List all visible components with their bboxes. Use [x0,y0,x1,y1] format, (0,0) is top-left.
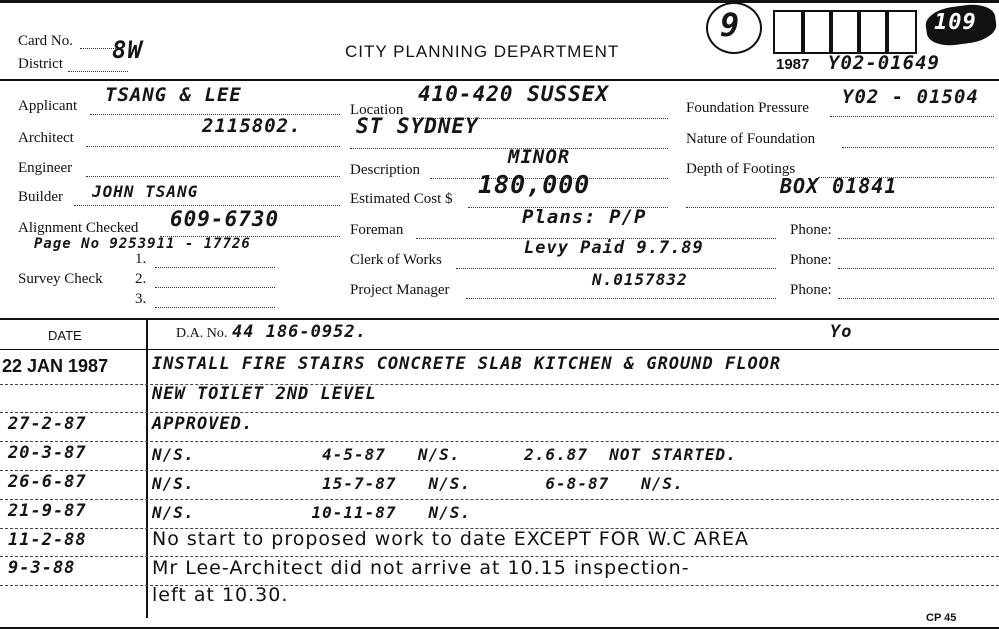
survey-2-line [155,273,275,288]
row-date-7: 11-2-88 [8,530,87,550]
survey-2: 2. [135,271,147,287]
phone-line-1 [838,224,994,239]
table-top-border [0,318,999,320]
date-column-divider [146,318,148,618]
row-text-3: APPROVED. [152,414,254,434]
location-label: Location [350,102,404,118]
phone-line-2 [838,254,994,269]
nature-foundation-label: Nature of Foundation [686,131,816,147]
foreman-label: Foreman [350,222,404,238]
location-value-2: ST SYDNEY [356,114,479,138]
alignment-value: 609-6730 [170,207,280,231]
foundation-pressure-value: Y02 - 01504 [842,86,979,108]
alignment-label: Alignment Checked [18,220,139,236]
description-value: MINOR [508,146,571,168]
project-manager-label: Project Manager [350,282,450,298]
da-label: D.A. No. [176,326,228,341]
cost-label: Estimated Cost $ [350,191,453,207]
phone-line-3 [838,284,994,299]
row-text-1: INSTALL FIRE STAIRS CONCRETE SLAB KITCHEN & GROUND FLOOR [152,354,782,374]
description-label: Description [350,162,420,178]
row-date-4: 20-3-87 [8,443,87,463]
project-manager-value: N.0157832 [592,270,688,289]
engineer-label: Engineer [18,160,73,176]
row-text-6: N/S. 10-11-87 N/S. [152,503,471,522]
engineer-line [86,162,340,177]
form-code: CP 45 [926,612,957,624]
row-text-5: N/S. 15-7-87 N/S. 6-8-87 N/S. [152,474,684,493]
clerk-label: Clerk of Works [350,252,442,268]
row-date-6: 21-9-87 [8,501,87,521]
survey-1: 1. [135,251,147,267]
row-text-4: N/S. 4-5-87 N/S. 2.6.87 NOT STARTED. [152,445,737,464]
row-text-9: left at 10.30. [152,584,289,606]
architect-value: 2115802. [202,115,302,137]
row-text-2: NEW TOILET 2ND LEVEL [152,384,377,404]
yo-mark: Yo [830,322,853,342]
depth-footings-label: Depth of Footings [686,161,796,177]
row-text-8: Mr Lee-Architect did not arrive at 10.15 inspection- [152,557,690,579]
da-value: 44 186-0952. [232,322,367,342]
location-value-1: 410-420 SUSSEX [418,82,610,106]
survey-1-line [155,253,275,268]
top-border [0,0,999,3]
nature-foundation-line [842,133,994,148]
page-title: CITY PLANNING DEPARTMENT [345,42,620,61]
foreman-value: Plans: P/P [522,206,647,228]
survey-label: Survey Check [18,271,103,287]
builder-value: JOHN TSANG [92,182,199,201]
row-date-3: 27-2-87 [8,414,87,434]
phone-label-3: Phone: [790,282,832,298]
row-text-7: No start to proposed work to date EXCEPT FOR W.C AREA [152,528,750,550]
clerk-value: Levy Paid 9.7.89 [524,238,704,258]
number-box-5 [885,10,917,54]
district-value: 8W [112,36,143,64]
row-line-4 [0,470,999,472]
district-label: District [18,56,63,72]
header-divider [0,79,999,81]
row-date-5: 26-6-87 [8,472,87,492]
row-line-2 [0,412,999,414]
page-no-value: Page No 9253911 - 17726 [34,236,251,252]
foundation-pressure-label: Foundation Pressure [686,100,809,116]
box-value: BOX 01841 [780,174,898,198]
date-header: DATE [48,328,82,343]
phone-label-2: Phone: [790,252,832,268]
applicant-value: TSANG & LEE [105,84,242,106]
row-line-3 [0,441,999,443]
row-line-8 [0,585,999,587]
cost-value: 180,000 [478,170,591,199]
table-header-bottom [0,349,999,350]
survey-3-line [155,293,275,308]
card-no-label: Card No. [18,33,73,49]
survey-3: 3. [135,291,147,307]
year-hand: Y02-01649 [828,52,940,74]
row-date-1: 22 JAN 1987 [2,356,109,376]
circled-number: 9 [720,6,741,44]
year-printed: 1987 [776,56,810,73]
architect-label: Architect [18,130,74,146]
phone-label-1: Phone: [790,222,832,238]
row-line-1 [0,384,999,386]
box-number: 109 [934,10,977,35]
builder-label: Builder [18,189,63,205]
row-line-5 [0,499,999,501]
applicant-label: Applicant [18,98,78,114]
row-date-8: 9-3-88 [8,558,76,578]
